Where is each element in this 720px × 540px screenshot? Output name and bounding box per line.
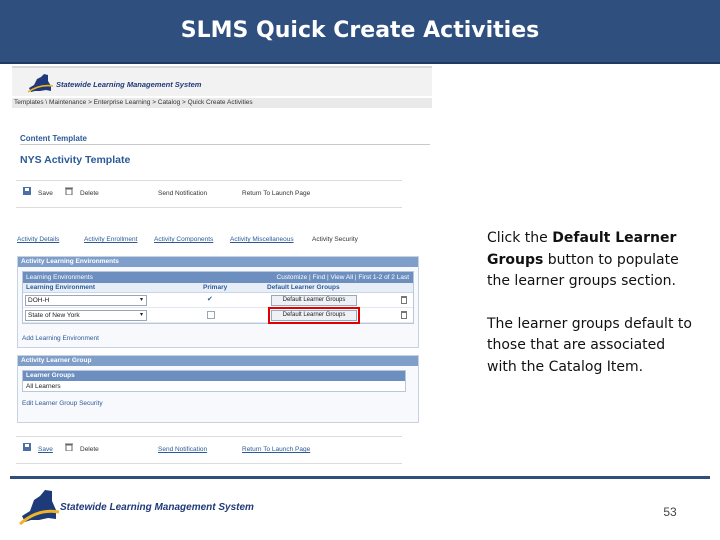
top-toolbar xyxy=(16,180,402,208)
instruction-paragraph-1: Click the Default Learner Groups button to populate the learner groups section. xyxy=(487,230,679,289)
edit-learner-group-security-link[interactable]: Edit Learner Group Security xyxy=(22,400,103,407)
add-learning-environment-link[interactable]: Add Learning Environment xyxy=(22,335,99,342)
ny-state-logo-icon xyxy=(26,72,54,96)
return-to-launch-button[interactable]: Return To Launch Page xyxy=(242,190,311,197)
primary-checkbox[interactable] xyxy=(207,311,215,319)
tab-activity-details[interactable]: Activity Details xyxy=(17,236,60,243)
learner-group-panel xyxy=(17,355,419,423)
primary-checkbox[interactable]: ✔ xyxy=(207,296,213,303)
chevron-down-icon: ▾ xyxy=(139,312,143,318)
footer-brand: Statewide Learning Management System xyxy=(60,502,254,513)
tab-activity-security[interactable]: Activity Security xyxy=(312,236,358,243)
list-item: All Learners xyxy=(26,383,61,390)
default-learner-groups-button-highlighted[interactable]: Default Learner Groups xyxy=(271,310,357,321)
delete-icon xyxy=(64,187,74,195)
table-row xyxy=(23,308,413,323)
grid-header xyxy=(23,272,413,283)
breadcrumb[interactable]: Templates \ Maintenance > Enterprise Learning > Catalog > Quick Create Activities xyxy=(12,98,432,108)
send-notification-button[interactable]: Send Notification xyxy=(158,446,208,453)
return-to-launch-button[interactable]: Return To Launch Page xyxy=(242,446,311,453)
delete-button[interactable]: Delete xyxy=(80,190,99,197)
grid-navigation[interactable]: Customize | Find | View All | First 1-2 of 2 Last xyxy=(276,274,409,281)
learning-environments-grid xyxy=(22,271,414,324)
learner-groups-header: Learner Groups xyxy=(23,371,405,381)
learning-environments-panel xyxy=(17,256,419,348)
environment-select[interactable]: State of New York ▾ xyxy=(25,310,147,321)
trash-icon[interactable] xyxy=(401,296,407,304)
grid-title: Learning Environments xyxy=(26,274,93,281)
save-icon xyxy=(22,187,32,195)
tab-activity-components[interactable]: Activity Components xyxy=(154,236,214,243)
page-heading: NYS Activity Template xyxy=(20,154,131,166)
column-primary[interactable]: Primary xyxy=(203,284,228,291)
default-learner-groups-button[interactable]: Default Learner Groups xyxy=(271,295,357,306)
slide-title-bar xyxy=(0,0,720,64)
grid-column-headers xyxy=(23,283,413,293)
save-button[interactable]: Save xyxy=(38,446,53,453)
ny-state-logo-icon xyxy=(18,486,60,530)
footer-divider xyxy=(10,476,710,479)
tab-activity-enrollment[interactable]: Activity Enrollment xyxy=(84,236,138,243)
panel-title: Activity Learner Group xyxy=(18,356,418,366)
chevron-down-icon: ▾ xyxy=(139,297,143,303)
instruction-paragraph-2: The learner groups default to those that are associated with the Catalog Item. xyxy=(487,315,692,375)
trash-icon[interactable] xyxy=(401,311,407,319)
save-button[interactable]: Save xyxy=(38,190,53,197)
activity-tabs xyxy=(16,236,430,246)
panel-title: Activity Learning Environments xyxy=(18,257,418,267)
table-row xyxy=(23,293,413,308)
delete-button[interactable]: Delete xyxy=(80,446,99,453)
bottom-toolbar xyxy=(16,436,402,464)
send-notification-button[interactable]: Send Notification xyxy=(158,190,208,197)
page-number: 53 xyxy=(663,505,677,519)
delete-icon xyxy=(64,443,74,451)
section-title: Content Template xyxy=(20,134,87,143)
app-header xyxy=(12,66,432,96)
app-screenshot xyxy=(12,66,432,466)
divider xyxy=(20,144,430,145)
tab-activity-miscellaneous[interactable]: Activity Miscellaneous xyxy=(230,236,294,243)
save-icon xyxy=(22,443,32,451)
app-brand: Statewide Learning Management System xyxy=(56,80,202,89)
instructions xyxy=(487,228,692,399)
learner-groups-list xyxy=(22,370,406,392)
slide-title: SLMS Quick Create Activities xyxy=(180,18,540,43)
column-learning-environment[interactable]: Learning Environment xyxy=(26,284,95,291)
column-default-learner-groups: Default Learner Groups xyxy=(267,284,340,291)
environment-select[interactable]: DOH-H ▾ xyxy=(25,295,147,306)
